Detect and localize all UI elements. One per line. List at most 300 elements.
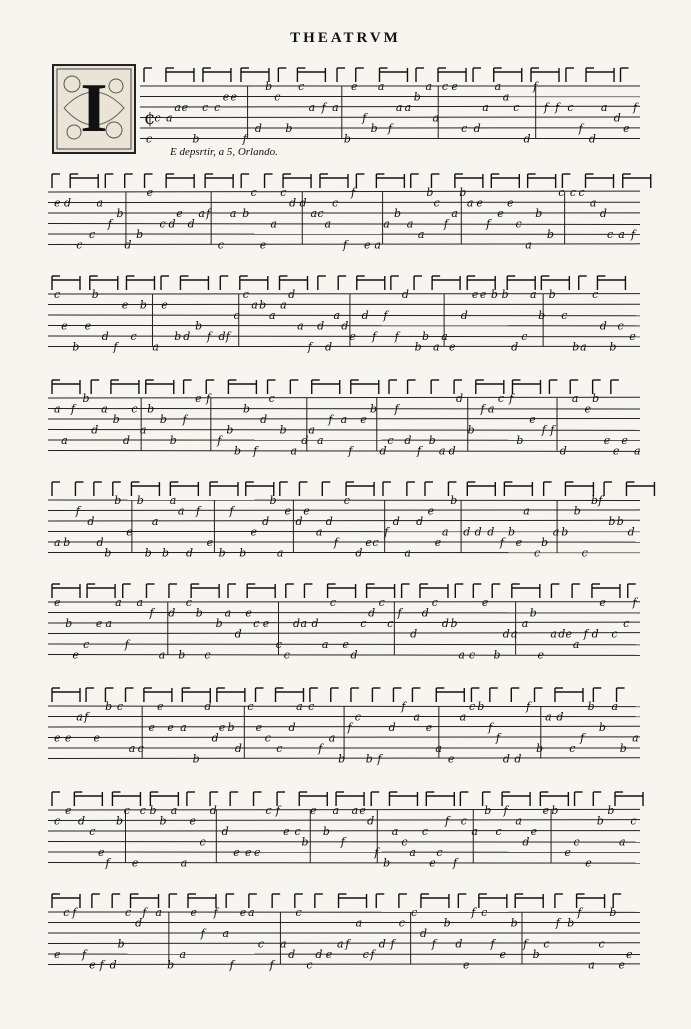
- tab-letter: a: [61, 434, 68, 447]
- tab-letter: f: [343, 238, 348, 252]
- tab-letter: c: [298, 80, 305, 93]
- tab-letter: e: [425, 721, 433, 734]
- tab-letter: e: [626, 948, 633, 961]
- tab-letter: f: [486, 217, 491, 231]
- tab-letter: a: [523, 504, 530, 518]
- tab-letter: d: [558, 627, 566, 641]
- tab-letter: a: [340, 413, 348, 426]
- tab-letter: a: [391, 825, 399, 838]
- tab-letter: a: [308, 101, 316, 114]
- tab-letter: a: [54, 402, 61, 416]
- tab-letter: e: [61, 319, 68, 333]
- tab-letter: c: [343, 494, 350, 507]
- tab-letter: a: [169, 494, 177, 507]
- tab-letter: b: [285, 122, 293, 135]
- tab-letter: b: [370, 122, 378, 135]
- tab-letter: a: [502, 90, 510, 104]
- staff-line: [48, 510, 640, 511]
- tab-letter: c: [257, 937, 265, 951]
- tab-letter: b: [114, 494, 122, 507]
- tab-letter: c: [242, 288, 249, 301]
- tab-letter: a: [417, 228, 425, 241]
- tab-letter: a: [224, 606, 232, 620]
- tab-letter: e: [603, 434, 611, 447]
- tab-letter: e: [64, 731, 72, 745]
- tab-letter: c: [83, 638, 90, 651]
- tab-letter: c: [199, 835, 206, 849]
- tab-letter: d: [455, 937, 463, 951]
- tab-letter: d: [410, 627, 418, 641]
- tab-letter: a: [316, 434, 324, 447]
- tab-letter: a: [451, 207, 458, 220]
- tab-letter: e: [462, 958, 470, 972]
- tab-letter: d: [311, 617, 319, 630]
- tab-letter: e: [365, 536, 372, 549]
- tab-letter: a: [128, 742, 136, 755]
- tab-letter: d: [419, 927, 428, 940]
- tab-letter: a: [177, 504, 185, 518]
- tab-letter: a: [136, 596, 144, 609]
- tab-letter: e: [255, 721, 263, 734]
- tab-letter: a: [435, 742, 442, 755]
- tab-letter: a: [198, 207, 205, 220]
- tab-letter: a: [589, 196, 597, 210]
- tab-letter: f: [213, 906, 218, 919]
- tab-letter: e: [565, 627, 573, 641]
- tab-letter: d: [234, 742, 242, 755]
- tab-letter: b: [195, 319, 203, 333]
- tab-letter: a: [482, 101, 489, 114]
- staff-line: [48, 451, 640, 452]
- tab-letter: e: [233, 846, 240, 859]
- tab-letter: b: [619, 742, 627, 755]
- tab-letter: b: [136, 228, 144, 241]
- tab-letter: e: [245, 846, 252, 859]
- tab-letter: b: [365, 752, 373, 766]
- tab-letter: a: [180, 856, 188, 870]
- tab-letter: d: [168, 217, 176, 231]
- tab-letter: f: [630, 228, 636, 241]
- piece-dedication: E depsrtir, a 5, Orlando.: [170, 146, 278, 158]
- tab-letter: a: [290, 444, 298, 458]
- tab-letter: b: [608, 515, 616, 528]
- tab-letter: e: [429, 856, 436, 870]
- tab-letter: c: [250, 186, 257, 199]
- tab-letter: c: [561, 309, 568, 322]
- tab-letter: b: [178, 648, 186, 662]
- tab-letter: e: [167, 721, 174, 734]
- tab-letter: a: [332, 101, 339, 114]
- tab-letter: a: [409, 846, 416, 859]
- tab-letter: f: [471, 906, 476, 919]
- tab-letter: e: [239, 906, 247, 919]
- tab-letter: a: [441, 525, 449, 539]
- tab-letter: f: [384, 525, 389, 539]
- tab-letter: e: [222, 90, 230, 104]
- tab-letter: b: [484, 804, 492, 817]
- tab-letter: b: [538, 309, 546, 322]
- tab-letter: a: [433, 340, 440, 354]
- tab-letter: e: [342, 638, 349, 651]
- tab-letter: c: [253, 617, 260, 630]
- tab-letter: d: [77, 814, 85, 828]
- tab-letter: a: [515, 814, 522, 828]
- tab-letter: a: [441, 330, 448, 343]
- tab-letter: a: [180, 721, 187, 734]
- tab-letter: c: [460, 814, 467, 828]
- tab-letter: c: [294, 825, 301, 838]
- tab-letter: d: [355, 546, 363, 560]
- tab-letter: a: [432, 111, 440, 125]
- tab-letter: d: [295, 515, 303, 528]
- tab-letter: f: [229, 958, 234, 972]
- tab-letter: e: [97, 846, 105, 859]
- staff-line: [48, 964, 640, 965]
- tab-letter: f: [196, 504, 201, 518]
- tab-letter: e: [618, 958, 626, 972]
- tab-letter: c: [372, 536, 379, 549]
- tab-letter: c: [185, 596, 192, 609]
- tab-letter: b: [546, 228, 554, 241]
- tab-letter: c: [280, 186, 287, 199]
- tab-letter: a: [158, 648, 166, 662]
- tab-letter: c: [411, 906, 418, 919]
- tab-letter: c: [468, 700, 476, 713]
- tab-letter: f: [142, 906, 147, 919]
- tab-letter: a: [572, 638, 580, 651]
- tab-letter: b: [322, 825, 330, 838]
- tab-letter: a: [552, 525, 560, 539]
- tab-letter: d: [204, 700, 212, 713]
- tab-letter: c: [275, 638, 282, 651]
- tab-letter: e: [303, 504, 310, 518]
- tab-letter: d: [317, 319, 325, 333]
- tab-letter: f: [75, 504, 80, 518]
- tab-letter: d: [441, 617, 449, 630]
- tab-letter: a: [170, 804, 178, 817]
- tab-letter: d: [379, 444, 387, 458]
- tab-letter: a: [337, 937, 344, 951]
- tab-letter: d: [124, 238, 132, 252]
- tab-letter: b: [561, 525, 569, 539]
- staff-line: [48, 224, 640, 225]
- tab-letter: c: [387, 617, 394, 630]
- tab-letter: c: [124, 906, 132, 919]
- tab-letter: a: [101, 402, 108, 416]
- tab-letter: f: [113, 340, 118, 354]
- tab-letter: b: [383, 856, 391, 870]
- tab-letter: d: [404, 434, 412, 447]
- tab-letter: b: [144, 546, 152, 560]
- tab-letter: c: [265, 804, 272, 817]
- tab-letter: b: [239, 546, 247, 560]
- tab-letter: b: [477, 700, 485, 713]
- tab-letter: a: [466, 196, 474, 210]
- tab-letter: c: [159, 217, 166, 231]
- tab-letter: a: [315, 525, 323, 539]
- tab-letter: a: [458, 648, 465, 662]
- tab-letter: b: [536, 742, 544, 755]
- tab-letter: e: [434, 536, 442, 549]
- tab-letter: d: [234, 627, 242, 641]
- tab-letter: b: [105, 700, 113, 713]
- staff-line: [48, 397, 640, 398]
- tab-letter: a: [529, 288, 537, 301]
- tab-letter: c: [611, 627, 618, 641]
- tab-letter: f: [390, 937, 395, 951]
- tab-letter: d: [218, 330, 226, 343]
- tab-letter: b: [242, 207, 250, 220]
- tab-letter: f: [598, 494, 603, 507]
- tab-letter: c: [598, 937, 605, 951]
- tab-letter: e: [283, 825, 290, 838]
- tab-letter: b: [573, 504, 581, 518]
- tab-letter: f: [533, 80, 538, 93]
- tab-letter: b: [590, 494, 599, 507]
- tab-letter: e: [262, 617, 270, 630]
- tab-letter: c: [401, 835, 408, 849]
- tab-letter: c: [214, 101, 221, 114]
- tab-letter: e: [476, 196, 483, 210]
- tab-letter: c: [89, 825, 96, 838]
- tab-letter: a: [76, 710, 83, 724]
- tab-letter: d: [559, 444, 567, 458]
- tab-letter: a: [632, 731, 639, 745]
- tab-letter: e: [479, 288, 487, 301]
- tab-letter: a: [155, 906, 162, 919]
- tab-letter: e: [584, 402, 592, 416]
- tab-letter: a: [525, 238, 532, 252]
- tab-letter: c: [431, 596, 438, 609]
- tab-letter: e: [54, 596, 61, 609]
- tab-letter: f: [370, 948, 375, 961]
- tab-letter: a: [296, 700, 303, 713]
- tab-letter: b: [159, 814, 167, 828]
- tab-letter: d: [523, 132, 531, 146]
- tab-letter: d: [96, 536, 104, 549]
- tab-letter: f: [544, 101, 549, 114]
- tab-letter: b: [112, 413, 120, 426]
- tab-letter: c: [202, 101, 209, 114]
- clef-mark: ¢: [144, 108, 156, 129]
- tab-letter: c: [306, 958, 313, 972]
- tab-letter: b: [167, 958, 175, 972]
- tab-letter: f: [541, 423, 546, 437]
- initial-letter: I: [80, 70, 108, 147]
- tab-letter: f: [84, 710, 89, 724]
- tab-letter: e: [161, 298, 168, 312]
- tab-letter: b: [65, 617, 73, 630]
- tab-letter: b: [279, 423, 287, 437]
- tab-letter: c: [436, 846, 443, 859]
- tab-letter: a: [297, 319, 304, 333]
- tab-letter: d: [388, 721, 396, 734]
- tab-letter: f: [242, 132, 247, 146]
- tab-letter: a: [404, 546, 411, 560]
- tab-letter: e: [427, 504, 435, 518]
- tab-letter: b: [567, 916, 575, 930]
- tab-letter: b: [104, 546, 112, 560]
- tab-letter: f: [394, 402, 399, 416]
- tab-letter: d: [289, 196, 297, 210]
- tab-letter: c: [131, 402, 138, 416]
- tab-letter: a: [633, 444, 641, 458]
- tab-letter: e: [471, 288, 479, 301]
- tab-letter: d: [599, 207, 607, 220]
- tab-letter: e: [451, 80, 458, 93]
- tab-letter: b: [136, 494, 144, 507]
- tab-letter: c: [76, 238, 83, 252]
- tab-letter: e: [497, 207, 504, 220]
- tab-letter: c: [495, 825, 502, 838]
- tab-letter: e: [363, 238, 371, 252]
- tab-letter: e: [506, 196, 514, 210]
- tab-letter: c: [543, 937, 550, 951]
- tab-letter: b: [195, 606, 203, 620]
- tab-letter: c: [521, 330, 528, 343]
- tab-letter: c: [268, 392, 275, 405]
- tab-letter: b: [63, 536, 71, 549]
- tab-letter: a: [105, 617, 113, 630]
- tab-letter: c: [332, 196, 339, 210]
- tab-letter: f: [526, 700, 531, 713]
- tab-letter: f: [394, 330, 399, 343]
- tab-letter: e: [629, 330, 636, 343]
- tab-letter: d: [288, 948, 296, 961]
- tab-letter: f: [383, 309, 388, 322]
- tab-letter: c: [88, 228, 96, 241]
- tab-letter: d: [361, 309, 369, 322]
- tab-letter: d: [588, 132, 596, 146]
- tab-letter: c: [123, 804, 130, 817]
- tab-letter: a: [619, 835, 626, 849]
- tab-letter: a: [270, 217, 277, 231]
- tab-letter: c: [264, 731, 271, 745]
- tab-letter: d: [460, 309, 468, 322]
- tab-letter: c: [217, 238, 224, 252]
- tab-letter: c: [63, 906, 70, 919]
- tab-letter: b: [259, 298, 267, 312]
- tab-letter: d: [109, 958, 117, 972]
- tab-letter: b: [428, 434, 436, 447]
- tab-letter: f: [583, 627, 588, 641]
- tab-letter: f: [348, 444, 353, 458]
- tab-letter: d: [221, 825, 229, 838]
- tab-letter: b: [493, 648, 501, 662]
- tab-letter: a: [413, 710, 421, 724]
- page-title: THEATRVM: [290, 30, 401, 46]
- staff-line: [48, 520, 640, 521]
- tab-letter: e: [499, 948, 506, 961]
- tab-letter: e: [126, 525, 133, 539]
- tab-letter: f: [555, 101, 560, 114]
- tab-letter: a: [251, 298, 258, 312]
- tab-letter: f: [633, 101, 638, 114]
- tab-letter: a: [151, 515, 159, 528]
- tab-letter: e: [206, 536, 214, 549]
- tab-letter: d: [341, 319, 349, 333]
- tab-letter: f: [229, 504, 234, 518]
- tab-letter: b: [243, 402, 251, 416]
- tab-letter: c: [116, 700, 124, 713]
- tab-letter: b: [467, 423, 475, 437]
- tab-letter: e: [360, 413, 367, 426]
- tab-letter: a: [54, 536, 61, 549]
- tab-letter: e: [564, 846, 571, 859]
- tab-letter: d: [183, 330, 191, 343]
- tab-letter: a: [351, 804, 359, 817]
- tab-letter: d: [599, 319, 607, 333]
- tab-letter: d: [122, 434, 131, 447]
- tab-letter: d: [367, 814, 375, 828]
- tab-letter: f: [307, 340, 312, 354]
- tab-letter: e: [54, 196, 61, 210]
- tab-letter: a: [521, 617, 529, 630]
- tab-letter: f: [577, 906, 582, 919]
- tab-letter: e: [89, 958, 96, 972]
- tab-letter: c: [204, 648, 211, 662]
- tab-letter: a: [611, 700, 619, 713]
- tab-letter: a: [494, 80, 502, 93]
- tab-letter: c: [567, 101, 574, 114]
- tab-letter: e: [481, 596, 489, 609]
- tab-letter: c: [617, 319, 624, 333]
- tab-letter: f: [72, 906, 77, 919]
- tab-letter: c: [441, 80, 449, 93]
- tab-letter: e: [599, 596, 606, 609]
- tab-letter: f: [340, 835, 345, 849]
- tab-letter: f: [388, 122, 393, 135]
- tab-letter: f: [377, 752, 382, 766]
- tab-letter: a: [395, 101, 403, 114]
- tab-letter: c: [54, 814, 61, 828]
- tab-letter: a: [328, 731, 336, 745]
- tab-letter: c: [481, 906, 488, 919]
- tab-letter: d: [315, 948, 323, 961]
- tab-letter: e: [195, 392, 202, 405]
- tab-letter: f: [328, 413, 333, 426]
- tab-letter: d: [456, 392, 464, 405]
- tab-letter: a: [308, 423, 315, 437]
- tab-letter: d: [591, 627, 599, 641]
- tab-letter: d: [511, 340, 519, 354]
- tab-letter: e: [349, 330, 356, 343]
- staff-line: [48, 191, 640, 192]
- tab-letter: e: [189, 814, 197, 828]
- tab-letter: d: [421, 606, 429, 620]
- tab-letter: c: [139, 804, 146, 817]
- tab-letter: e: [190, 906, 197, 919]
- tab-letter: d: [301, 434, 309, 447]
- tab-letter: e: [253, 846, 261, 859]
- tab-letter: c: [276, 742, 283, 755]
- tab-letter: d: [168, 606, 176, 620]
- tab-letter: f: [372, 330, 377, 343]
- tab-letter: b: [507, 525, 516, 539]
- tab-letter: c: [354, 710, 361, 724]
- tab-letter: b: [192, 752, 200, 766]
- tab-letter: c: [569, 742, 576, 755]
- tab-letter: f: [578, 122, 583, 135]
- tab-letter: d: [463, 525, 471, 539]
- tab-letter: d: [627, 525, 635, 539]
- tab-letter: b: [609, 906, 617, 919]
- tab-letter: e: [448, 340, 456, 354]
- tab-letter: e: [93, 731, 101, 745]
- tab-letter: d: [187, 217, 195, 231]
- tab-letter: b: [607, 804, 615, 817]
- tab-letter: a: [545, 710, 552, 724]
